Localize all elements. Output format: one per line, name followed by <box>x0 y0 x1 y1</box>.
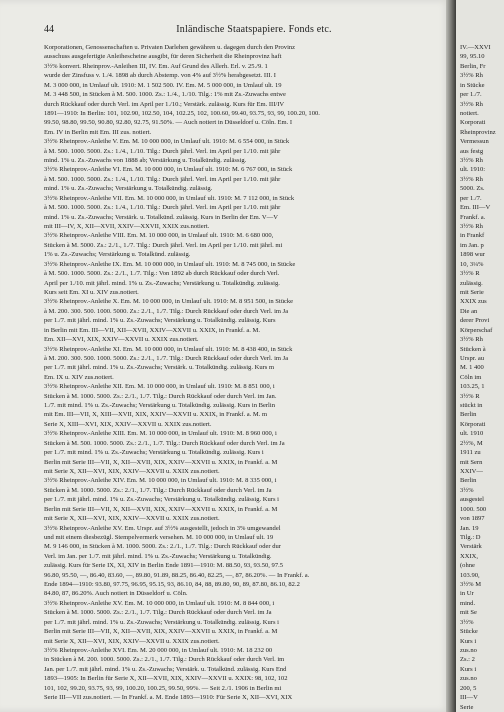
right-text-line: 3½% Rh <box>460 175 483 183</box>
right-text-line: 3½% Rh <box>460 223 483 231</box>
text-line: 3½% konvert. Rheinprov.-Anleihen III, IV. Em. Auf Grund des Allerh. Erl. v. 25./9. 1 <box>44 62 268 70</box>
right-text-line: 99, 95.10 <box>460 53 485 61</box>
right-text-line: notiert. <box>460 109 479 117</box>
text-line: 84.80, 87, 86.20%. Auch notiert in Düsseldorf u. Cöln. <box>44 590 188 598</box>
right-text-line: Frankf. a. <box>460 213 486 221</box>
text-line: mit Serie X, XII—XVI, XIX, XXIV—XXVII u. XXIX zus.notiert. <box>44 637 220 645</box>
text-line: mit III—IV, X, XII—XVII, XXIV—XXVII, XXIX zus.notiert. <box>44 223 210 231</box>
right-text-line: 3½% Rh <box>460 100 483 108</box>
right-text-line: 3½% R <box>460 270 480 278</box>
text-line: 3½% Rheinprov.-Anleihe X. Em. M. 10 000 000, in Umlauf ult. 1910: M. 8 951 500, in Stücke <box>44 298 294 306</box>
text-line: 3½% Rheinprov.-Anleihe XIII. Em. M. 10 000 000, in Umlauf ult. 1910: M. 8 960 000, i <box>44 430 277 438</box>
right-text-line: 3½% Rh <box>460 336 483 344</box>
text-line: 101, 102, 99.20, 93.75, 93, 99, 100.20, 100.25, 99.50, 99%. — Seit 2./1. 1906 in Berlin mi <box>44 684 282 692</box>
text-line: Berlin mit Serie III—VII, X, XII—XVII, XIX, XXIV—XXVII u. XXIX, in Frankf. a. M <box>44 505 278 513</box>
book-gutter <box>446 0 456 712</box>
text-line: Stücken à M. 1000. 5000. Zs.: 2./1., 1./7. Tilg.: Durch Rückkauf oder durch Verl. im Ja <box>44 486 272 494</box>
text-line: Ende 1894—1910: 93.80, 97.75, 96.95, 95.15, 93, 86.10, 84, 88, 89.80, 90, 89, 87.80, 86.10, 82.2 <box>44 581 300 589</box>
right-text-line: Korporati <box>460 119 486 127</box>
text-line: 99.50, 98.80, 99.50, 90.80, 92.80, 92.75, 91.50%. — Auch notiert in Düsseldorf u. Cöln. Em. I <box>44 119 293 127</box>
right-text-line: Rheinprovinz <box>460 128 496 136</box>
text-line: à M. 500. 1000. 5000. Zs.: 1./4., 1./10. Tilg.: Durch jährl. Verl. im April per 1./10. mit jähr <box>44 204 281 212</box>
right-text-line: Körporati <box>460 420 486 428</box>
text-line: Serie III—VII zus.notiert. — In Frankf. a. M. Ende 1893—1910: Für Serie X, XII—XVI, XIX <box>44 694 293 702</box>
right-text-line: Die an <box>460 307 478 315</box>
right-text-line: Jan. 19 <box>460 524 479 532</box>
right-text-line: Berlin <box>460 477 477 485</box>
right-text-line: in Ur <box>460 590 474 598</box>
text-line: per 1./7. mit jährl. mind. 1% u. Zs.-Zuwachs; Verstärk. u. Totalkündig. zulässig. Kurs m <box>44 364 275 372</box>
right-text-line: 2½%, M <box>460 439 483 447</box>
text-line: wurde der Zinsfuss v. 1./4. 1898 ab durch Abstemp. von 4% auf 3½% herabgesetzt. III. I <box>44 72 276 80</box>
right-text-line: Verstärk <box>460 543 482 551</box>
text-line: 3½% Rheinprov.-Anleihe XVI. Em. M. 20 000 000, in Umlauf ult. 1910: M. 18 232 00 <box>44 647 273 654</box>
text-line: 3½% Rheinprov.-Anleihe XV. Em. M. 10 000 000, in Umlauf ult. 1910: M. 8 844 000, i <box>44 599 275 607</box>
right-text-line: 3½% Rh <box>460 157 483 165</box>
right-text-line: Cöln im <box>460 373 482 381</box>
text-line: à M. 200. 300. 500. 1000. 5000. Zs.: 2./1., 1./7. Tilg.: Durch Rückkauf oder durch Verl. im Ja <box>44 354 289 362</box>
text-line: mind. 1% u. Zs.-Zuwachs von 1888 ab; Verstärkung u. Totalkündig. zulässig. <box>44 157 247 165</box>
text-line: 1893—1905: In Berlin für Serie X, XII—XVII, XIX, XXIV—XXVII u. XXIX: 98, 102, 102 <box>44 675 288 683</box>
right-text-line: in Frankf <box>460 232 485 240</box>
text-line: Stücken à M. 1000. 5000. Zs.: 2./1., 1./7. Tilg.: Durch Rückkauf oder durch Verl. im Jan. <box>44 392 277 400</box>
text-line: 3½% Rheinprov.-Anleihe XI. Em. M. 10 000 000, in Umlauf ult. 1910: M. 8 438 400, in Stück <box>44 345 293 353</box>
right-text-line: Urspr. au <box>460 354 485 362</box>
text-line: 3½% Rheinprov.-Anleihe IX. Em. M. 10 000 000, in Umlauf ult. 1910: M. 8 745 000, in Stücke <box>44 260 296 268</box>
text-line: per 1./7. mit mind. 1% u. Zs.-Zuwachs; Verstärkung u. Totalkündig. zulässig. Kurs i <box>44 449 264 457</box>
text-line: Stücken à M. 5000. Zs.: 2./1., 1./7. Tilg.: Durch jährl. Verl. im April per 1./10. mit jährl. mi <box>44 241 283 249</box>
right-text-line: Serie <box>460 703 474 711</box>
right-text-line: per 1./7. <box>460 194 482 202</box>
text-line: ausschuss ausgefertigte Anleihescheine ausgibt, für deren Sicherheit die Rheinprovinz haft <box>44 53 282 61</box>
right-text-line: zus.no <box>460 675 477 683</box>
text-line: Kurs seit Em. XI u. XIV zus.notiert. <box>44 288 139 296</box>
text-line: Em. IX u. XIV zus.notiert. <box>44 373 114 381</box>
right-body-text <box>460 43 504 712</box>
right-text-line: 103.90, <box>460 571 480 579</box>
right-text-line: Kurs i <box>460 637 477 645</box>
text-line: in Stücken à M. 200. 1000. 5000. Zs.: 2./1., 1./7. Tilg.: Durch Rückkauf oder durch Verl. im <box>44 656 285 664</box>
right-text-line: Tilg.: D <box>460 533 481 541</box>
text-line: Em. XII—XVI, XIX, XXIV—XXVII u. XXIX zus.notiert. <box>44 336 199 344</box>
right-text-line: Em. III—V <box>460 204 491 212</box>
text-line: 3½% Rheinprov.-Anleihe XII. Em. M. 10 000 000, in Umlauf ult. 1910: M. 8 851 000, i <box>44 383 275 391</box>
text-line: Stücken à M. 500. 1000. 5000. Zs.: 2./1., 1./7. Tilg.: Durch Rückkauf oder durch Verl. im Ja <box>44 439 285 447</box>
right-text-line: ult. 1910 <box>460 430 484 438</box>
right-text-line: Zs.: 2 <box>460 656 475 664</box>
right-text-line: XXIX, <box>460 552 479 560</box>
text-line: 3½% Rheinprov.-Anleihe V. Em. M. 10 000 000, in Umlauf ult. 1910: M. 6 554 000, in Stück <box>44 138 290 146</box>
text-line: 1% u. Zs.-Zuwachs; Verstärkung u. Totalkünd. zulässig. <box>44 251 191 259</box>
text-line: Serie X, XIII—XVI, XIX, XXIV—XXVII u. XXIX zus.notiert. <box>44 420 212 428</box>
text-line: Berlin mit Serie III—VII, X, XII—XVII, XIX, XXIV—XXVII u. XXIX, in Frankf. a. M <box>44 628 278 636</box>
right-text-line: zulässig. <box>460 279 483 287</box>
right-text-line: stückt in <box>460 402 483 410</box>
right-text-line: 200, 5 <box>460 684 477 692</box>
right-text-line: mit Se <box>460 609 477 617</box>
right-text-line: XXIV— <box>460 467 483 475</box>
text-line: mind. 1% u. Zs.-Zuwachs; Verstärkung u. Totalkündig. zulässig. <box>44 185 213 193</box>
text-line: Verl. im Jan. per 1./7. mit jährl. mind. 1% u. Zs.-Zuwachs; Verstärkung u. Totalkündig. <box>44 552 272 560</box>
text-line: 1./7. mit mind. 1% u. Zs.-Zuwachs; Verstärkung u. Totalkündig. zulässig. Kurs in Berlin <box>44 402 275 410</box>
right-text-line: mind. <box>460 599 476 607</box>
right-page-fragment <box>456 0 504 712</box>
text-line: Berlin mit Serie III—VII, X, XII—XVII, XIX, XXIV—XXVII u. XXIX, in Frankf. a. M <box>44 458 278 466</box>
right-text-line: 1911 zu <box>460 449 481 457</box>
right-text-line: derer Provi <box>460 317 490 325</box>
right-text-line: 103.25, 1 <box>460 383 485 391</box>
page-number: 44 <box>44 24 54 35</box>
page-header <box>44 24 440 38</box>
right-text-line: Körperschaf <box>460 326 493 334</box>
right-text-line: III—V <box>460 694 478 702</box>
right-text-line: Kurs i <box>460 665 477 673</box>
right-text-line: Stücken à <box>460 345 486 353</box>
text-line: M. 3 000 000, in Umlauf ult. 1910: M. 1 502 500. IV. Em. M. 5 000 000, in Umlauf ult. 19 <box>44 81 282 89</box>
text-line: à M. 500. 1000. 5000. Zs.: 1./4., 1./10. Tilg.: Durch jährl. Verl. im April per 1./10. mit jähr <box>44 175 281 183</box>
text-line: per 1./7. mit jährl. mind. 1% u. Zs.-Zuwachs; Verstärkung u. Totalkündig. zulässig. Kurs i <box>44 496 279 504</box>
right-text-line: 3½% M <box>460 581 482 589</box>
text-line: Korporationen, Genossenschaften u. Privaten Darlehen gewähren u. dagegen durch den Provinz <box>44 44 296 51</box>
right-text-line: 3½% Rh <box>460 72 483 80</box>
right-text-line: in Stücke <box>460 81 485 89</box>
text-line: mit Serie X, XII—XVI, XIX, XXIV—XXVII u. XXIX zus.notiert. <box>44 515 220 523</box>
right-text-line: zus.no <box>460 647 477 654</box>
text-line: 3½% Rheinprov.-Anleihe VII. Em. M. 10 000 000, in Umlauf ult. 1910: M. 7 112 000, in Stück <box>44 194 295 202</box>
text-line: per 1./7. mit jährl. mind. 1% u. Zs.-Zuwachs; Verstärkung u. Totalkündig. zulässig. Kurs <box>44 317 276 325</box>
left-body-text <box>44 43 446 703</box>
text-line: in Berlin mit Em. III—VII, XII—XVII, XXIV—XXVII u. XXIX, in Frankf. a. M. <box>44 326 261 334</box>
text-line: mind. 1% u. Zs.-Zuwachs; Verstärk. u. Totalkünd. zulässig. Kurs in Berlin der Em. V—V <box>44 213 278 221</box>
right-text-line: Berlin <box>460 411 477 419</box>
text-line: durch Rückkauf oder durch Verl. im April per 1./10.; Verstärk. zulässig. Kurs für Em. III/IV <box>44 100 285 108</box>
text-line: à M. 500. 1000. 5000. Zs.: 1./4., 1./10. Tilg.: Durch jährl. Verl. im April per 1./10. mit jähr <box>44 147 281 155</box>
right-text-line: per 1./7. <box>460 91 482 99</box>
right-text-line: ult. 1910: <box>460 166 486 174</box>
right-text-line: 10, 3¼% <box>460 260 484 268</box>
text-line: 3½% Rheinprov.-Anleihe XIV. Em. M. 10 000 000, in Umlauf ult. 1910: M. 8 335 000, i <box>44 477 277 485</box>
text-line: 3½% Rheinprov.-Anleihe XV. Em. Urspr. auf 3½% ausgestellt, jedoch in 3% umgewandel <box>44 524 281 532</box>
right-text-line: 3½% <box>460 618 474 626</box>
text-line: Stücken à M. 1000. 5000. Zs.: 2./1., 1./7. Tilg.: Durch Rückkauf oder durch Verl. im Ja <box>44 609 272 617</box>
text-line: April per 1./10. mit jährl. mind. 1% u. Zs.-Zuwachs; Verstärkung u. Totalkündig. zulässig. <box>44 279 280 287</box>
text-line: 3½% Rheinprov.-Anleihe VI. Em. M. 10 000 000, in Umlauf ult. 1910: M. 6 767 000, in Stück <box>44 166 293 174</box>
text-line: 3½% Rheinprov.-Anleihe VIII. Em. M. 10 000 000, in Umlauf ult. 1910: M. 6 680 000, <box>44 232 274 240</box>
text-line: und mit einem diesbezügl. Stempelvermerk versehen. M. 10 000 000, in Umlauf ult. 19 <box>44 533 274 541</box>
text-line: Jan. per 1./7. mit jährl. mind. 1% u. Zs.-Zuwachs; Verstärk. u. Totalkünd. zulässig. Kurs End <box>44 665 287 673</box>
right-text-line: Vermessun <box>460 138 489 146</box>
right-text-line: 1898 wur <box>460 251 485 259</box>
right-text-line: Berlin, Fr <box>460 62 486 70</box>
text-line: à M. 500. 1000. 5000. Zs.: 2./1., 1./7. Tilg.: Von 1892 ab durch Rückkauf oder durch Verl. <box>44 270 280 278</box>
right-text-line: mit Sern <box>460 458 483 466</box>
text-line: Em. IV in Berlin mit Em. III zus. notiert. <box>44 128 152 136</box>
text-line: per 1./7. mit jährl. mind. 1% u. Zs.-Zuwachs; Verstärkung u. Totalkündig. zulässig. Kurs i <box>44 618 279 626</box>
right-text-line: 3½% <box>460 486 474 494</box>
right-text-line: 1000. 500 <box>460 505 487 513</box>
text-line: à M. 200. 300. 500. 1000. 5000. Zs.: 2./1., 1./7. Tilg.: Durch Rückkauf oder durch Verl. im Ja <box>44 307 289 315</box>
right-text-line: IV.—XXVI <box>460 44 491 51</box>
text-line: mit Em. III—VII, X, XIII—XVII, XIX, XXIV—XXVII u. XXIX, in Frankf. a. M. m <box>44 411 268 419</box>
right-text-line: 5000. Zs. <box>460 185 485 193</box>
text-line: mit Serie X, XII—XVI, XIX, XXIV—XXVII u. XXIX zus.notiert. <box>44 467 220 475</box>
right-text-line: aus festg <box>460 147 484 155</box>
text-line: 96.80, 95.50, —, 86.40, 83.60, —, 89.80, 91.89, 88.25, 86.40, 82.25, —, 87, 86.20%. — In Frankf. a. <box>44 571 310 579</box>
right-text-line: XXIX zus <box>460 298 487 306</box>
right-text-line: mit Serie <box>460 288 484 296</box>
right-text-line: Stücke <box>460 628 478 636</box>
right-text-line: im Jan. p <box>460 241 484 249</box>
right-text-line: von 1897 <box>460 515 485 523</box>
running-title: Inländische Staatspapiere. Fonds etc. <box>176 24 332 35</box>
text-line: M. 9 146 000, in Stücken à M. 1000. 5000. Zs.: 2./1., 1./7. Tilg.: Durch Rückkauf oder dur <box>44 543 281 551</box>
right-text-line: (ohne <box>460 562 475 570</box>
right-text-line: M. 1 400 <box>460 364 484 372</box>
right-text-line: 3½% R <box>460 392 480 400</box>
text-line: 1891—1910: In Berlin: 101, 102.90, 102.50, 104, 102.25, 102, 100.60, 99.40, 93.75, 93, 99, 100.20, 100. <box>44 109 320 117</box>
text-line: zulässig. Kurs für Serie IX, XI, XIV in Berlin Ende 1891—1910: M. 88.50, 93, 93.50, 97.5 <box>44 562 283 570</box>
text-line: M. 3 448 500, in Stücken à M. 500. 1000. Zs.: 1./4., 1./10. Tilg.: 1% mit Zs.-Zuwachs entwe <box>44 91 286 99</box>
right-text-line: ausgestel <box>460 496 484 504</box>
